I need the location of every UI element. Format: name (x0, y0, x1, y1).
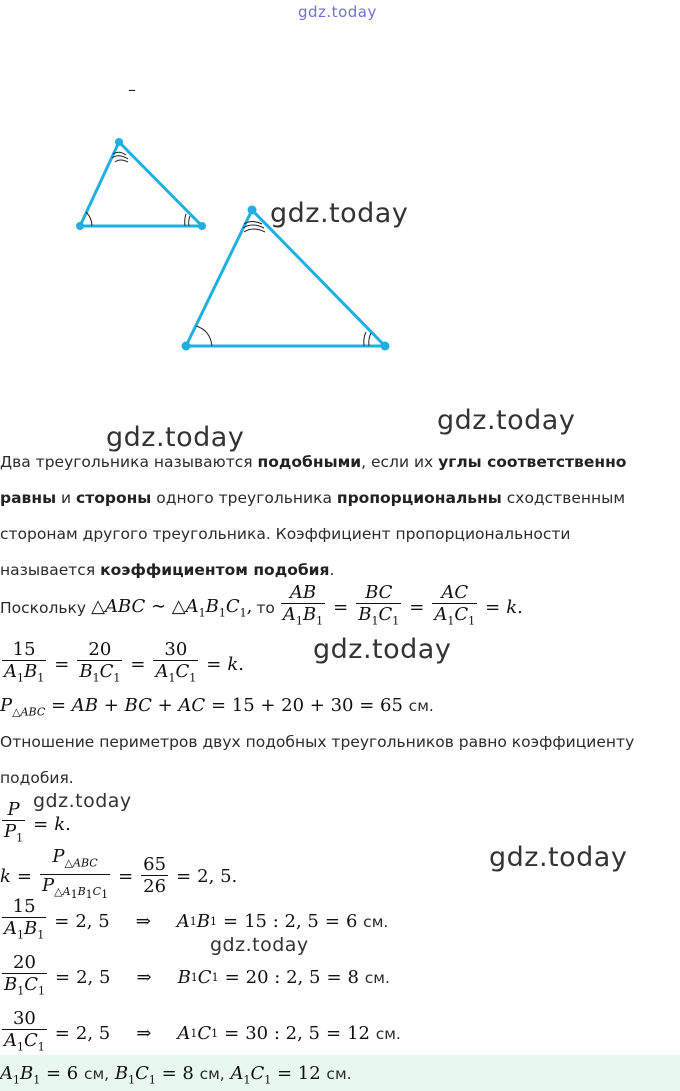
watermark: gdz.today (33, 790, 132, 812)
watermark: gdz.today (270, 198, 409, 229)
perimeter-ratio-equation: $\frac{P}{P_1}$ = k . (0, 800, 71, 850)
small-triangle-vertices (76, 138, 206, 230)
watermark: gdz.today (437, 405, 576, 436)
solve-a1c1: $\frac{30}{A_1C_1}$ = 2, 5 ⇒ A 1 C 1 = 30 : 2, 5 = 12 см. (0, 1009, 401, 1059)
answer-line: $A_1B_1 = 6$ см, $B_1C_1 = 8$ см, $A_1C_1 = 12$ см. (0, 1063, 352, 1087)
perimeter-ratio-line-2: подобия. (0, 769, 74, 787)
perimeter-equation: $P_{\triangle ABC}$ = AB + BC + AC = 15 + 20 + 30 = 65 см. (0, 695, 434, 719)
definition-line-4: называется коэффициентом подобия. (0, 561, 335, 579)
dash-mark: – (128, 80, 136, 99)
solve-a1b1: $\frac{15}{A_1B_1}$ = 2, 5 ⇒ A 1 B 1 = 15 : 2, 5 = 6 см. (0, 897, 388, 947)
definition-line-3: сторонам другого треугольника. Коэффициент пропорциональности (0, 525, 571, 543)
watermark: gdz.today (210, 934, 309, 956)
definition-line-2: равны и стороны одного треугольника пропорциональны сходственным (0, 489, 626, 507)
solve-b1c1: $\frac{20}{B_1C_1}$ = 2, 5 ⇒ B 1 C 1 = 20 : 2, 5 = 8 см. (0, 953, 390, 1003)
definition-line-1: Два треугольника называются подобными, если их углы соответственно (0, 453, 627, 471)
k-calculation: k = $\frac{P_{\triangle ABC}}{P_{\triangle A_1B_1C_1}}$ = $\frac{65}{26}$ = 2, 5 . (0, 847, 237, 906)
perimeter-ratio-line-1: Отношение периметров двух подобных треугольников равно коэффициенту (0, 733, 635, 751)
similar-triangles-figure (0, 130, 420, 360)
watermark: gdz.today (106, 422, 245, 453)
watermark-top: gdz.today (298, 3, 377, 21)
ratio-equation: $\frac{15}{A_1B_1}$ = $\frac{20}{B_1C_1}$ = $\frac{30}{A_1C_1}$ = k . (0, 640, 244, 690)
large-triangle-vertices (182, 206, 390, 351)
small-triangle (80, 142, 202, 226)
similarity-statement: Поскольку △ABC ∼ $\triangle A_1B_1C_1$, то $\frac{AB}{A_1B_1}$ = $\frac{BC}{B_1C_1}$ = $\frac{AC}{A_1C_1}$ = k . (0, 583, 523, 633)
large-triangle (186, 210, 385, 346)
watermark: gdz.today (489, 842, 628, 873)
watermark: gdz.today (313, 634, 452, 665)
